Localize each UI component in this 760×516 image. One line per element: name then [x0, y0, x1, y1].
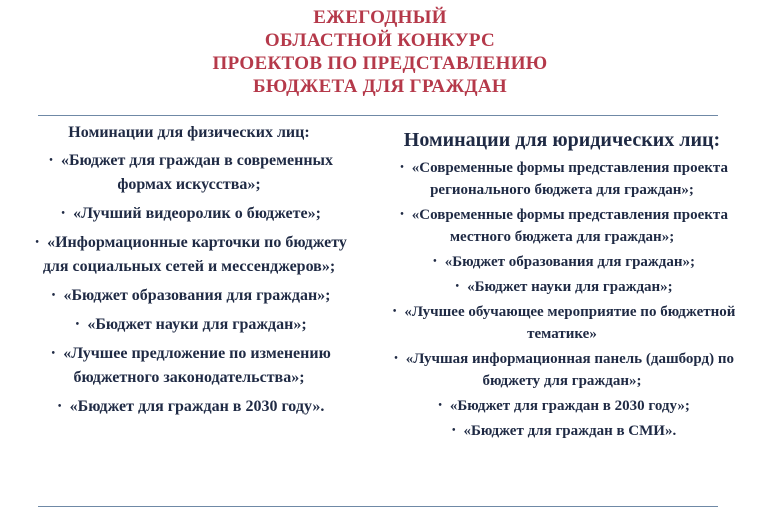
list-item: • «Современные формы представления проекта местного бюджета для граждан»;: [384, 204, 740, 248]
bottom-divider: [38, 506, 718, 507]
title-line-3: ПРОЕКТОВ ПО ПРЕДСТАВЛЕНИЮ: [212, 53, 548, 74]
individuals-list: [24, 149, 354, 419]
list-item: • «Бюджет для граждан в современных формах искусства»;: [24, 149, 354, 197]
list-item: • «Лучшая информационная панель (дашборд) по бюджету для граждан»;: [384, 348, 740, 392]
list-item: • «Бюджет образования для граждан»;: [24, 284, 354, 308]
bullet-icon: •: [49, 155, 53, 166]
list-item: • «Лучшее обучающее мероприятие по бюджетной тематике»: [384, 301, 740, 345]
list-item: • «Современные формы представления проекта регионального бюджета для граждан»;: [384, 157, 740, 201]
title-line-4: БЮДЖЕТА ДЛЯ ГРАЖДАН: [253, 76, 507, 97]
bullet-icon: •: [61, 208, 65, 219]
legal-entities-list: [384, 157, 740, 442]
list-item: • «Лучшее предложение по изменению бюджетного законодательства»;: [24, 342, 354, 390]
list-item: • «Бюджет для граждан в СМИ».: [384, 420, 740, 442]
individuals-heading: Номинации для физических лиц:: [68, 124, 310, 141]
bullet-icon: •: [394, 353, 398, 364]
bullet-icon: •: [400, 162, 404, 173]
legal-entities-heading: Номинации для юридических лиц:: [403, 129, 721, 151]
bullet-icon: •: [51, 348, 55, 359]
bullet-icon: •: [51, 290, 56, 301]
list-item: • «Информационные карточки по бюджету для социальных сетей и мессенджеров»;: [24, 231, 354, 279]
bullet-icon: •: [400, 209, 404, 220]
bullet-icon: •: [392, 306, 397, 317]
list-item: • «Бюджет для граждан в 2030 году».: [24, 395, 354, 419]
bullet-icon: •: [35, 237, 39, 248]
bullet-icon: •: [438, 400, 442, 411]
page-title: [0, 6, 760, 98]
top-divider: [38, 115, 718, 116]
bullet-icon: •: [75, 319, 80, 330]
bullet-icon: •: [452, 425, 456, 436]
list-item: • «Бюджет науки для граждан»;: [24, 313, 354, 337]
title-line-2: ОБЛАСТНОЙ КОНКУРС: [264, 30, 496, 51]
bullet-icon: •: [455, 281, 460, 292]
list-item: • «Бюджет науки для граждан»;: [384, 276, 740, 298]
list-item: • «Лучший видеоролик о бюджете»;: [24, 202, 354, 226]
bullet-icon: •: [433, 256, 437, 267]
bullet-icon: •: [57, 401, 62, 412]
list-item: • «Бюджет для граждан в 2030 году»;: [384, 395, 740, 417]
legal-entities-nominations-column: [384, 127, 740, 445]
list-item: • «Бюджет образования для граждан»;: [384, 251, 740, 273]
title-line-1: ЕЖЕГОДНЫЙ: [313, 7, 447, 28]
individuals-nominations-column: [24, 123, 354, 424]
